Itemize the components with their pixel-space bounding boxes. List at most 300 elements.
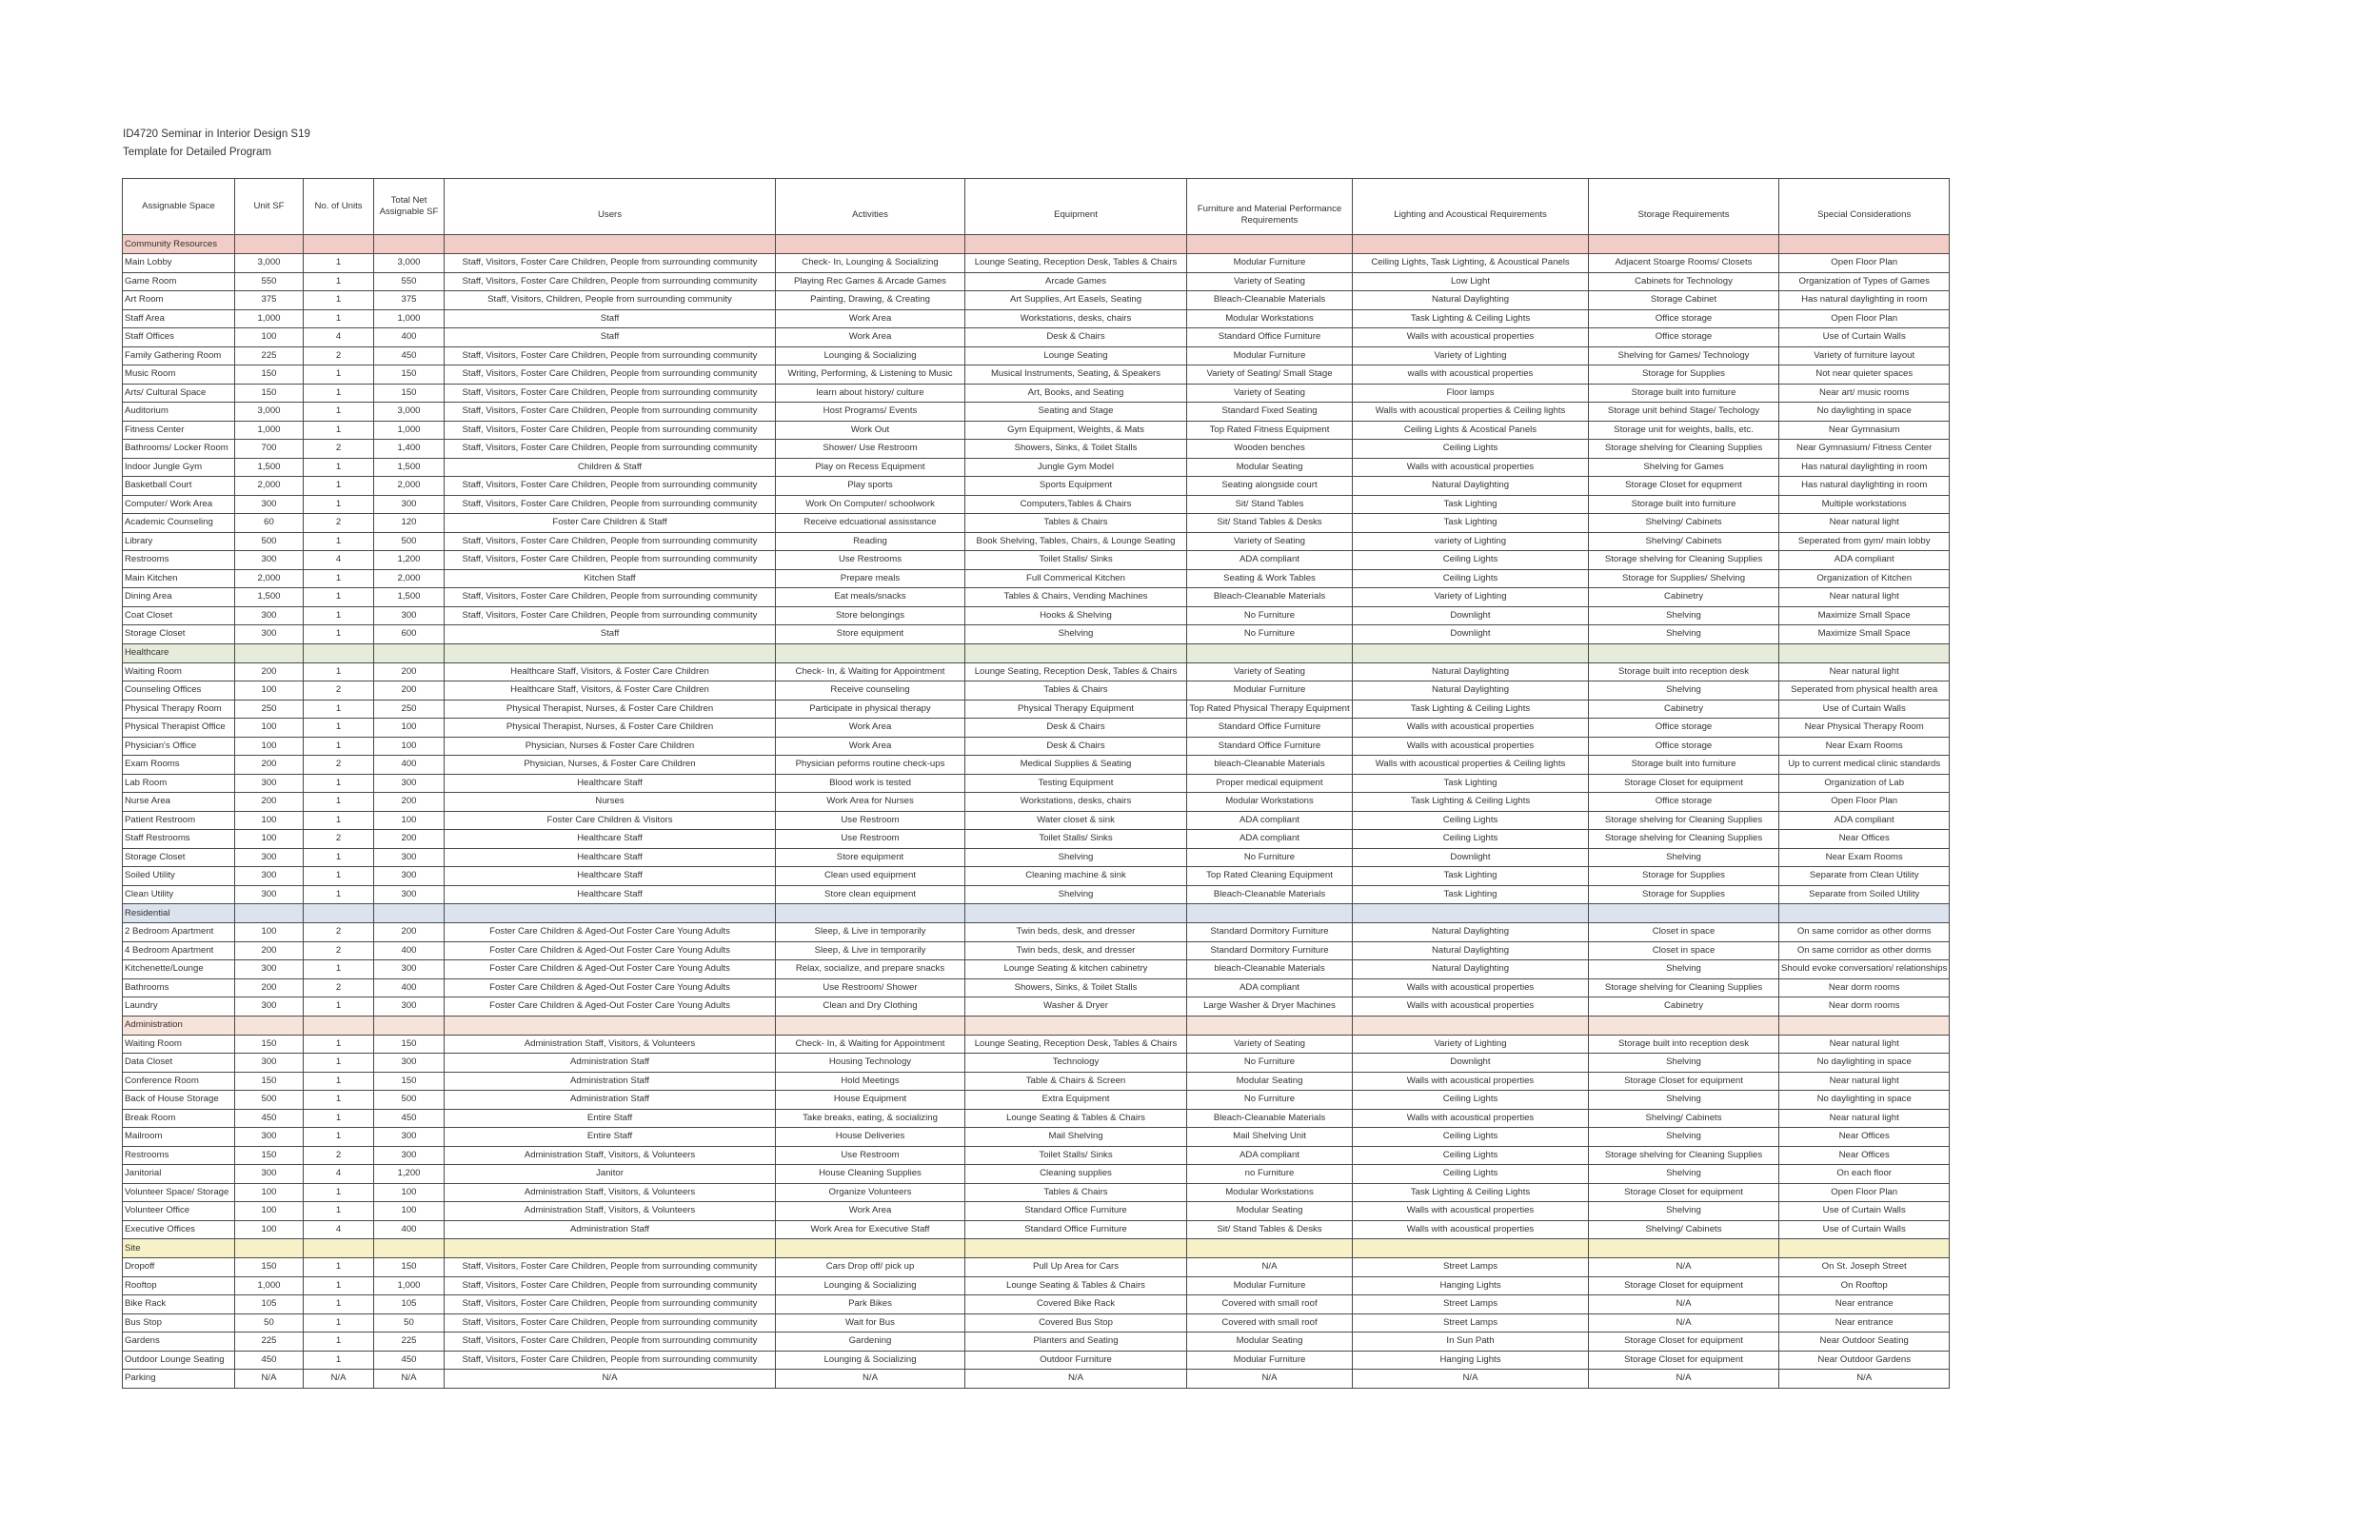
special-cell: ADA compliant bbox=[1779, 811, 1950, 830]
equipment-cell: Jungle Gym Model bbox=[965, 458, 1187, 477]
users-cell: Physician, Nurses, & Foster Care Children bbox=[445, 756, 776, 775]
activities-cell: Receive counseling bbox=[776, 681, 965, 701]
furniture-cell: Large Washer & Dryer Machines bbox=[1187, 997, 1353, 1017]
equipment-cell: Lounge Seating, Reception Desk, Tables & Chairs bbox=[965, 254, 1187, 273]
furniture-cell: ADA compliant bbox=[1187, 830, 1353, 849]
equipment-cell: Gym Equipment, Weights, & Mats bbox=[965, 421, 1187, 440]
table-row bbox=[123, 1258, 1950, 1277]
total-sf-cell: 1,000 bbox=[374, 309, 445, 328]
unit-sf-cell: 3,000 bbox=[235, 403, 304, 422]
storage-cell: Shelving for Games/ Technology bbox=[1589, 346, 1779, 365]
space-cell: Computer/ Work Area bbox=[123, 495, 235, 514]
section-fill-cell bbox=[1779, 1239, 1950, 1258]
section-row bbox=[123, 1239, 1950, 1258]
space-cell: Physical Therapist Office bbox=[123, 719, 235, 738]
activities-cell: Check- In, & Waiting for Appointment bbox=[776, 662, 965, 681]
storage-cell: Storage built into furniture bbox=[1589, 384, 1779, 403]
space-cell: Counseling Offices bbox=[123, 681, 235, 701]
storage-cell: Shelving bbox=[1589, 960, 1779, 979]
storage-cell: Adjacent Stoarge Rooms/ Closets bbox=[1589, 254, 1779, 273]
furniture-cell: Proper medical equipment bbox=[1187, 774, 1353, 793]
space-cell: Soiled Utility bbox=[123, 867, 235, 886]
section-fill-cell bbox=[374, 1016, 445, 1035]
furniture-cell: Standard Dormitory Furniture bbox=[1187, 941, 1353, 960]
furniture-cell: Modular Furniture bbox=[1187, 1351, 1353, 1370]
total-sf-cell: 300 bbox=[374, 867, 445, 886]
section-fill-cell bbox=[445, 1239, 776, 1258]
special-cell: Open Floor Plan bbox=[1779, 254, 1950, 273]
storage-cell: Shelving/ Cabinets bbox=[1589, 1109, 1779, 1128]
special-cell: On Rooftop bbox=[1779, 1276, 1950, 1295]
total-sf-cell: 200 bbox=[374, 681, 445, 701]
users-cell: Healthcare Staff, Visitors, & Foster Care Children bbox=[445, 681, 776, 701]
equipment-cell: Cleaning machine & sink bbox=[965, 867, 1187, 886]
units-cell: 1 bbox=[304, 1128, 374, 1147]
special-cell: Near Gymnasium/ Fitness Center bbox=[1779, 440, 1950, 459]
table-row bbox=[123, 1220, 1950, 1239]
total-sf-cell: 250 bbox=[374, 700, 445, 719]
space-cell: Data Closet bbox=[123, 1054, 235, 1073]
special-cell: Near natural light bbox=[1779, 662, 1950, 681]
space-cell: Main Lobby bbox=[123, 254, 235, 273]
storage-cell: N/A bbox=[1589, 1313, 1779, 1333]
units-cell: 1 bbox=[304, 997, 374, 1017]
activities-cell: Clean used equipment bbox=[776, 867, 965, 886]
unit-sf-cell: 500 bbox=[235, 1091, 304, 1110]
section-fill-cell bbox=[1187, 904, 1353, 923]
furniture-cell: Mail Shelving Unit bbox=[1187, 1128, 1353, 1147]
total-sf-cell: 450 bbox=[374, 1109, 445, 1128]
units-cell: 1 bbox=[304, 1276, 374, 1295]
total-sf-cell: N/A bbox=[374, 1370, 445, 1389]
lighting-cell: Walls with acoustical properties bbox=[1353, 997, 1589, 1017]
furniture-cell: Bleach-Cleanable Materials bbox=[1187, 291, 1353, 310]
activities-cell: Work On Computer/ schoolwork bbox=[776, 495, 965, 514]
section-fill-cell bbox=[1589, 1239, 1779, 1258]
furniture-cell: No Furniture bbox=[1187, 848, 1353, 867]
lighting-cell: Walls with acoustical properties bbox=[1353, 719, 1589, 738]
furniture-cell: Top Rated Cleaning Equipment bbox=[1187, 867, 1353, 886]
lighting-cell: Ceiling Lights bbox=[1353, 440, 1589, 459]
unit-sf-cell: 200 bbox=[235, 793, 304, 812]
furniture-cell: Seating & Work Tables bbox=[1187, 569, 1353, 588]
space-cell: Staff Offices bbox=[123, 328, 235, 347]
space-cell: Physician's Office bbox=[123, 737, 235, 756]
special-cell: Use of Curtain Walls bbox=[1779, 328, 1950, 347]
activities-cell: Relax, socialize, and prepare snacks bbox=[776, 960, 965, 979]
section-fill-cell bbox=[776, 904, 965, 923]
furniture-cell: Standard Office Furniture bbox=[1187, 328, 1353, 347]
furniture-cell: Covered with small roof bbox=[1187, 1313, 1353, 1333]
equipment-cell: Showers, Sinks, & Toilet Stalls bbox=[965, 440, 1187, 459]
equipment-cell: Covered Bike Rack bbox=[965, 1295, 1187, 1314]
table-row bbox=[123, 606, 1950, 625]
users-cell: Staff, Visitors, Foster Care Children, People from surrounding community bbox=[445, 365, 776, 385]
total-sf-cell: 2,000 bbox=[374, 477, 445, 496]
space-cell: Dropoff bbox=[123, 1258, 235, 1277]
table-row bbox=[123, 1295, 1950, 1314]
lighting-cell: Walls with acoustical properties bbox=[1353, 328, 1589, 347]
section-fill-cell bbox=[304, 1016, 374, 1035]
unit-sf-cell: 500 bbox=[235, 532, 304, 551]
storage-cell: N/A bbox=[1589, 1258, 1779, 1277]
units-cell: 1 bbox=[304, 254, 374, 273]
equipment-cell: Desk & Chairs bbox=[965, 328, 1187, 347]
lighting-cell: Variety of Lighting bbox=[1353, 346, 1589, 365]
table-row bbox=[123, 309, 1950, 328]
users-cell: Staff, Visitors, Foster Care Children, People from surrounding community bbox=[445, 1333, 776, 1352]
table-row bbox=[123, 1202, 1950, 1221]
equipment-cell: Standard Office Furniture bbox=[965, 1220, 1187, 1239]
equipment-cell: Seating and Stage bbox=[965, 403, 1187, 422]
section-fill-cell bbox=[1779, 904, 1950, 923]
lighting-cell: Variety of Lighting bbox=[1353, 588, 1589, 607]
lighting-cell: Task Lighting & Ceiling Lights bbox=[1353, 309, 1589, 328]
furniture-cell: Modular Workstations bbox=[1187, 793, 1353, 812]
furniture-cell: Variety of Seating/ Small Stage bbox=[1187, 365, 1353, 385]
unit-sf-cell: 300 bbox=[235, 1165, 304, 1184]
lighting-cell: Street Lamps bbox=[1353, 1313, 1589, 1333]
unit-sf-cell: N/A bbox=[235, 1370, 304, 1389]
special-cell: Near dorm rooms bbox=[1779, 997, 1950, 1017]
lighting-cell: Task Lighting bbox=[1353, 774, 1589, 793]
section-fill-cell bbox=[304, 235, 374, 254]
furniture-cell: bleach-Cleanable Materials bbox=[1187, 960, 1353, 979]
unit-sf-cell: 550 bbox=[235, 272, 304, 291]
table-row bbox=[123, 254, 1950, 273]
col-header-assignable-space: Assignable Space bbox=[123, 179, 235, 235]
unit-sf-cell: 3,000 bbox=[235, 254, 304, 273]
special-cell: Use of Curtain Walls bbox=[1779, 1202, 1950, 1221]
unit-sf-cell: 300 bbox=[235, 997, 304, 1017]
lighting-cell: Street Lamps bbox=[1353, 1295, 1589, 1314]
units-cell: 4 bbox=[304, 1165, 374, 1184]
section-fill-cell bbox=[445, 235, 776, 254]
users-cell: Healthcare Staff bbox=[445, 830, 776, 849]
units-cell: 1 bbox=[304, 1109, 374, 1128]
activities-cell: Store equipment bbox=[776, 848, 965, 867]
equipment-cell: Tables & Chairs bbox=[965, 514, 1187, 533]
users-cell: Staff, Visitors, Foster Care Children, People from surrounding community bbox=[445, 495, 776, 514]
equipment-cell: Tables & Chairs, Vending Machines bbox=[965, 588, 1187, 607]
users-cell: Staff, Visitors, Foster Care Children, People from surrounding community bbox=[445, 254, 776, 273]
lighting-cell: Walls with acoustical properties bbox=[1353, 1072, 1589, 1091]
furniture-cell: Covered with small roof bbox=[1187, 1295, 1353, 1314]
activities-cell: Housing Technology bbox=[776, 1054, 965, 1073]
space-cell: Volunteer Space/ Storage bbox=[123, 1183, 235, 1202]
units-cell: 1 bbox=[304, 719, 374, 738]
furniture-cell: N/A bbox=[1187, 1258, 1353, 1277]
table-row bbox=[123, 1072, 1950, 1091]
table-row bbox=[123, 1276, 1950, 1295]
header-row bbox=[123, 179, 1950, 235]
storage-cell: Shelving bbox=[1589, 848, 1779, 867]
space-cell: Back of House Storage bbox=[123, 1091, 235, 1110]
table-row bbox=[123, 403, 1950, 422]
unit-sf-cell: 1,000 bbox=[235, 1276, 304, 1295]
section-fill-cell bbox=[374, 643, 445, 662]
units-cell: 1 bbox=[304, 606, 374, 625]
table-row bbox=[123, 514, 1950, 533]
units-cell: 1 bbox=[304, 1054, 374, 1073]
section-fill-cell bbox=[1353, 643, 1589, 662]
furniture-cell: Variety of Seating bbox=[1187, 662, 1353, 681]
users-cell: Janitor bbox=[445, 1165, 776, 1184]
special-cell: Use of Curtain Walls bbox=[1779, 1220, 1950, 1239]
activities-cell: Park Bikes bbox=[776, 1295, 965, 1314]
total-sf-cell: 450 bbox=[374, 1351, 445, 1370]
space-cell: Parking bbox=[123, 1370, 235, 1389]
unit-sf-cell: 100 bbox=[235, 1183, 304, 1202]
table-row bbox=[123, 885, 1950, 904]
storage-cell: Shelving/ Cabinets bbox=[1589, 1220, 1779, 1239]
unit-sf-cell: 150 bbox=[235, 1258, 304, 1277]
special-cell: Variety of furniture layout bbox=[1779, 346, 1950, 365]
equipment-cell: Mail Shelving bbox=[965, 1128, 1187, 1147]
furniture-cell: Wooden benches bbox=[1187, 440, 1353, 459]
equipment-cell: Pull Up Area for Cars bbox=[965, 1258, 1187, 1277]
equipment-cell: Shelving bbox=[965, 848, 1187, 867]
unit-sf-cell: 300 bbox=[235, 1128, 304, 1147]
total-sf-cell: 100 bbox=[374, 737, 445, 756]
furniture-cell: Modular Seating bbox=[1187, 1072, 1353, 1091]
space-cell: Physical Therapy Room bbox=[123, 700, 235, 719]
storage-cell: Shelving/ Cabinets bbox=[1589, 532, 1779, 551]
users-cell: Staff, Visitors, Foster Care Children, People from surrounding community bbox=[445, 403, 776, 422]
activities-cell: House Cleaning Supplies bbox=[776, 1165, 965, 1184]
furniture-cell: Variety of Seating bbox=[1187, 384, 1353, 403]
lighting-cell: Natural Daylighting bbox=[1353, 291, 1589, 310]
special-cell: Has natural daylighting in room bbox=[1779, 291, 1950, 310]
section-fill-cell bbox=[965, 643, 1187, 662]
space-cell: Basketball Court bbox=[123, 477, 235, 496]
equipment-cell: N/A bbox=[965, 1370, 1187, 1389]
unit-sf-cell: 100 bbox=[235, 830, 304, 849]
space-cell: Coat Closet bbox=[123, 606, 235, 625]
total-sf-cell: 600 bbox=[374, 625, 445, 644]
storage-cell: Storage for Supplies bbox=[1589, 867, 1779, 886]
equipment-cell: Lounge Seating bbox=[965, 346, 1187, 365]
space-cell: Rooftop bbox=[123, 1276, 235, 1295]
equipment-cell: Lounge Seating & Tables & Chairs bbox=[965, 1276, 1187, 1295]
unit-sf-cell: 200 bbox=[235, 941, 304, 960]
table-row bbox=[123, 421, 1950, 440]
users-cell: Staff, Visitors, Foster Care Children, People from surrounding community bbox=[445, 606, 776, 625]
lighting-cell: Ceiling Lights bbox=[1353, 551, 1589, 570]
activities-cell: Organize Volunteers bbox=[776, 1183, 965, 1202]
furniture-cell: bleach-Cleanable Materials bbox=[1187, 756, 1353, 775]
total-sf-cell: 150 bbox=[374, 365, 445, 385]
equipment-cell: Shelving bbox=[965, 885, 1187, 904]
activities-cell: Work Area bbox=[776, 328, 965, 347]
space-cell: Restrooms bbox=[123, 551, 235, 570]
storage-cell: Shelving bbox=[1589, 1202, 1779, 1221]
lighting-cell: Ceiling Lights, Task Lighting, & Acoustical Panels bbox=[1353, 254, 1589, 273]
total-sf-cell: 150 bbox=[374, 1035, 445, 1054]
users-cell: Staff bbox=[445, 328, 776, 347]
special-cell: Near Offices bbox=[1779, 1128, 1950, 1147]
activities-cell: Participate in physical therapy bbox=[776, 700, 965, 719]
equipment-cell: Planters and Seating bbox=[965, 1333, 1187, 1352]
section-fill-cell bbox=[445, 904, 776, 923]
special-cell: Has natural daylighting in room bbox=[1779, 458, 1950, 477]
activities-cell: Hold Meetings bbox=[776, 1072, 965, 1091]
activities-cell: Store belongings bbox=[776, 606, 965, 625]
special-cell: Seperated from physical health area bbox=[1779, 681, 1950, 701]
users-cell: Healthcare Staff bbox=[445, 848, 776, 867]
table-row bbox=[123, 700, 1950, 719]
space-cell: Storage Closet bbox=[123, 625, 235, 644]
section-fill-cell bbox=[304, 643, 374, 662]
lighting-cell: Ceiling Lights bbox=[1353, 1146, 1589, 1165]
storage-cell: Shelving bbox=[1589, 1165, 1779, 1184]
units-cell: 1 bbox=[304, 477, 374, 496]
total-sf-cell: 105 bbox=[374, 1295, 445, 1314]
total-sf-cell: 300 bbox=[374, 885, 445, 904]
users-cell: Healthcare Staff bbox=[445, 867, 776, 886]
equipment-cell: Covered Bus Stop bbox=[965, 1313, 1187, 1333]
equipment-cell: Workstations, desks, chairs bbox=[965, 309, 1187, 328]
units-cell: 1 bbox=[304, 774, 374, 793]
section-fill-cell bbox=[776, 643, 965, 662]
space-cell: Bus Stop bbox=[123, 1313, 235, 1333]
special-cell: Not near quieter spaces bbox=[1779, 365, 1950, 385]
total-sf-cell: 1,500 bbox=[374, 458, 445, 477]
lighting-cell: Task Lighting bbox=[1353, 885, 1589, 904]
units-cell: N/A bbox=[304, 1370, 374, 1389]
total-sf-cell: 500 bbox=[374, 532, 445, 551]
storage-cell: Storage Closet for equipment bbox=[1589, 1183, 1779, 1202]
space-cell: Library bbox=[123, 532, 235, 551]
equipment-cell: Sports Equipment bbox=[965, 477, 1187, 496]
space-cell: Mailroom bbox=[123, 1128, 235, 1147]
special-cell: Near dorm rooms bbox=[1779, 978, 1950, 997]
special-cell: Use of Curtain Walls bbox=[1779, 700, 1950, 719]
users-cell: Administration Staff, Visitors, & Volunteers bbox=[445, 1035, 776, 1054]
special-cell: Near natural light bbox=[1779, 1072, 1950, 1091]
section-row bbox=[123, 235, 1950, 254]
special-cell: Near Offices bbox=[1779, 1146, 1950, 1165]
storage-cell: Storage built into reception desk bbox=[1589, 1035, 1779, 1054]
furniture-cell: Variety of Seating bbox=[1187, 272, 1353, 291]
program-table bbox=[122, 178, 1950, 1389]
unit-sf-cell: 150 bbox=[235, 1035, 304, 1054]
section-fill-cell bbox=[1779, 1016, 1950, 1035]
lighting-cell: Downlight bbox=[1353, 606, 1589, 625]
unit-sf-cell: 300 bbox=[235, 867, 304, 886]
equipment-cell: Desk & Chairs bbox=[965, 737, 1187, 756]
total-sf-cell: 400 bbox=[374, 941, 445, 960]
units-cell: 1 bbox=[304, 1183, 374, 1202]
furniture-cell: No Furniture bbox=[1187, 1091, 1353, 1110]
units-cell: 1 bbox=[304, 272, 374, 291]
table-row bbox=[123, 681, 1950, 701]
section-fill-cell bbox=[374, 904, 445, 923]
special-cell: Near natural light bbox=[1779, 1109, 1950, 1128]
table-row bbox=[123, 272, 1950, 291]
special-cell: Near Exam Rooms bbox=[1779, 737, 1950, 756]
table-row bbox=[123, 477, 1950, 496]
activities-cell: Wait for Bus bbox=[776, 1313, 965, 1333]
units-cell: 1 bbox=[304, 662, 374, 681]
units-cell: 1 bbox=[304, 1295, 374, 1314]
activities-cell: Blood work is tested bbox=[776, 774, 965, 793]
col-header-activities: Activities bbox=[776, 179, 965, 235]
equipment-cell: Art Supplies, Art Easels, Seating bbox=[965, 291, 1187, 310]
section-fill-cell bbox=[1353, 904, 1589, 923]
activities-cell: Shower/ Use Restroom bbox=[776, 440, 965, 459]
unit-sf-cell: 450 bbox=[235, 1351, 304, 1370]
unit-sf-cell: 200 bbox=[235, 978, 304, 997]
table-row bbox=[123, 365, 1950, 385]
space-cell: Conference Room bbox=[123, 1072, 235, 1091]
space-cell: Staff Area bbox=[123, 309, 235, 328]
special-cell: Separate from Clean Utility bbox=[1779, 867, 1950, 886]
section-fill-cell bbox=[1589, 904, 1779, 923]
lighting-cell: Floor lamps bbox=[1353, 384, 1589, 403]
total-sf-cell: 300 bbox=[374, 1146, 445, 1165]
unit-sf-cell: 250 bbox=[235, 700, 304, 719]
lighting-cell: Ceiling Lights bbox=[1353, 569, 1589, 588]
total-sf-cell: 1,200 bbox=[374, 1165, 445, 1184]
table-row bbox=[123, 458, 1950, 477]
equipment-cell: Art, Books, and Seating bbox=[965, 384, 1187, 403]
units-cell: 1 bbox=[304, 885, 374, 904]
users-cell: Nurses bbox=[445, 793, 776, 812]
space-cell: Academic Counseling bbox=[123, 514, 235, 533]
furniture-cell: Variety of Seating bbox=[1187, 532, 1353, 551]
storage-cell: Shelving bbox=[1589, 1054, 1779, 1073]
space-cell: Break Room bbox=[123, 1109, 235, 1128]
total-sf-cell: 200 bbox=[374, 830, 445, 849]
storage-cell: Storage unit behind Stage/ Techology bbox=[1589, 403, 1779, 422]
special-cell: No daylighting in space bbox=[1779, 1054, 1950, 1073]
total-sf-cell: 400 bbox=[374, 328, 445, 347]
table-row bbox=[123, 867, 1950, 886]
users-cell: Staff, Visitors, Foster Care Children, People from surrounding community bbox=[445, 588, 776, 607]
section-fill-cell bbox=[776, 235, 965, 254]
table-row bbox=[123, 1351, 1950, 1370]
furniture-cell: No Furniture bbox=[1187, 625, 1353, 644]
total-sf-cell: 450 bbox=[374, 346, 445, 365]
section-fill-cell bbox=[1353, 235, 1589, 254]
section-fill-cell bbox=[1779, 643, 1950, 662]
storage-cell: N/A bbox=[1589, 1370, 1779, 1389]
units-cell: 1 bbox=[304, 403, 374, 422]
space-cell: Staff Restrooms bbox=[123, 830, 235, 849]
users-cell: Staff, Visitors, Foster Care Children, People from surrounding community bbox=[445, 1351, 776, 1370]
col-header-equipment: Equipment bbox=[965, 179, 1187, 235]
lighting-cell: Street Lamps bbox=[1353, 1258, 1589, 1277]
section-fill-cell bbox=[965, 904, 1187, 923]
activities-cell: Sleep, & Live in temporarily bbox=[776, 941, 965, 960]
users-cell: Healthcare Staff bbox=[445, 774, 776, 793]
equipment-cell: Arcade Games bbox=[965, 272, 1187, 291]
total-sf-cell: 1,500 bbox=[374, 588, 445, 607]
unit-sf-cell: 300 bbox=[235, 625, 304, 644]
section-fill-cell bbox=[1589, 1016, 1779, 1035]
total-sf-cell: 3,000 bbox=[374, 254, 445, 273]
col-header-special: Special Considerations bbox=[1779, 179, 1950, 235]
section-fill-cell bbox=[304, 904, 374, 923]
lighting-cell: Walls with acoustical properties bbox=[1353, 737, 1589, 756]
units-cell: 1 bbox=[304, 1202, 374, 1221]
units-cell: 2 bbox=[304, 514, 374, 533]
special-cell: Open Floor Plan bbox=[1779, 1183, 1950, 1202]
lighting-cell: Natural Daylighting bbox=[1353, 960, 1589, 979]
units-cell: 2 bbox=[304, 978, 374, 997]
equipment-cell: Physical Therapy Equipment bbox=[965, 700, 1187, 719]
